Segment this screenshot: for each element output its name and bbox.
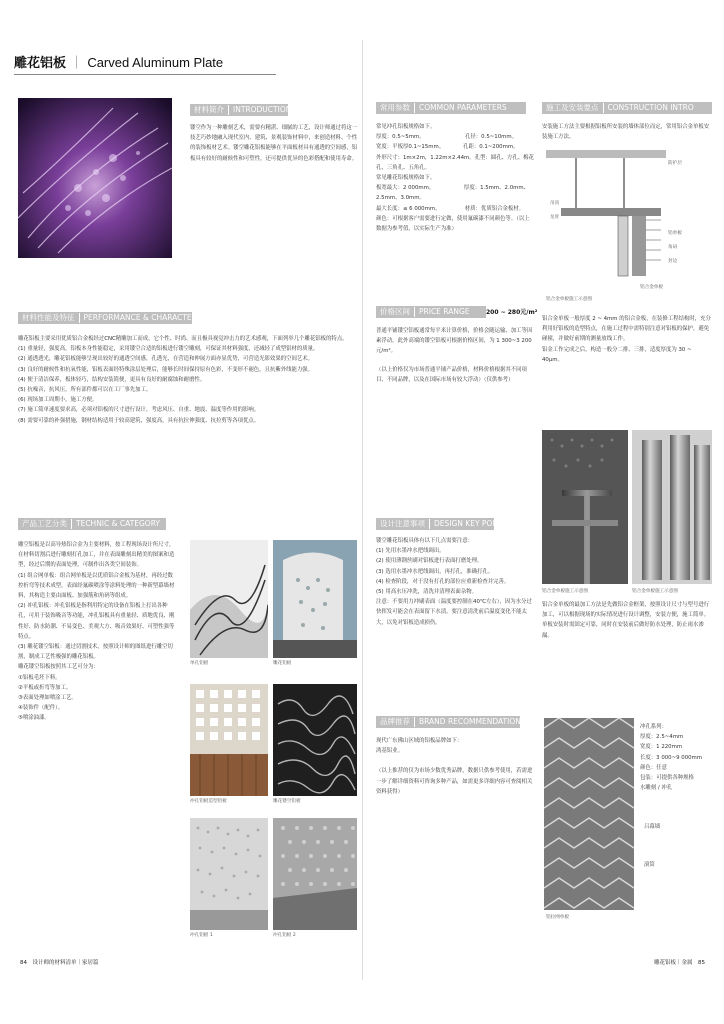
design-line: (1) 先用水墨冲水把线调出。 xyxy=(376,548,445,555)
spec-line: 冲孔系列： xyxy=(640,724,667,730)
spec-line: 厚度：2.5~4mm xyxy=(640,734,684,741)
brand-text xyxy=(376,736,534,797)
photo-carved-wall xyxy=(190,684,268,796)
design-line: (4) 检查阶段，对于没有打孔的部位应重新检查并完善。 xyxy=(376,578,510,585)
page-header: 雕花铝板 ｜ Carved Aluminum Plate xyxy=(14,55,224,71)
hero-photo-purple xyxy=(18,98,172,258)
diagram-caption: 铝合金单板施工示意图 xyxy=(546,297,592,302)
design-section-bar xyxy=(376,518,510,530)
photo-perforated-panel xyxy=(190,540,268,658)
header-title-en: Carved Aluminum Plate xyxy=(87,55,224,70)
technique-section-bar xyxy=(18,518,166,530)
price-text xyxy=(376,326,534,385)
design-line: (5) 用高水压冲洗，清洗并清理表面杂物。 xyxy=(376,589,477,596)
photo-caption: 冲孔铝板造型铝板 xyxy=(190,799,227,804)
design-line: (2) 使用薄钢丝刷对铝板进行表面打磨处理。 xyxy=(376,558,483,565)
params-section-bar xyxy=(376,102,526,114)
performance-item: (6) 现场加工周期小，施工方便。 xyxy=(18,397,98,404)
design-line: 镂空雕花铝板具体有以下几点需要注意： xyxy=(376,538,474,544)
photo-caption: 冲孔铝板 1 xyxy=(190,933,213,938)
construction-text-2 xyxy=(542,314,712,365)
technique-step: ③表面处理如喷涂工艺。 xyxy=(18,695,77,702)
spec-line: 宽度：1 220mm xyxy=(640,744,683,751)
footer-left: 84 设计师的材料清单｜家居篇 xyxy=(20,960,99,966)
design-after-paragraph: 铝合金单板的最加工方法是先做铝合金框架，按照设计尺寸与型号进行加工，可以根据现场的实际情况进行设计调整，安装方便，施工简单。单板安装时需固定可靠，同时在安装前后做好防水处理，防止雨水渗漏。 xyxy=(542,602,710,639)
brand-section-bar xyxy=(376,716,520,728)
params-line: 外形尺寸：1m×2m，1.22m×2.44m。孔型：圆孔、方孔、梅花孔、三角孔、五角孔。 xyxy=(376,154,534,171)
construction-section-bar xyxy=(542,102,712,114)
params-line: 颜色：可根据客户需要进行定做，使用氟碳漆不同颜色等。（以上数据为参考值，以实际生产为准） xyxy=(376,215,530,233)
construction-paragraph: 铝合金单板一般厚度 2 ~ 4mm 的铝合金板，在装修工程结构时，充分利用好铝板的造型特点，在施工过程中需特别注意对铝板的保护，避免碰撞，并做好前期的测量放线工作。 xyxy=(542,316,711,343)
brand-title-cn: 品牌推荐 xyxy=(380,717,410,726)
design-note: 注意：不要用力冲刷表面（温度要控制在40℃左右），因为水分过快挥发可能会在表面留下水渍，要注意清洗前后温度变化不能太大，以免对铝板造成损伤。 xyxy=(376,599,532,626)
center-fold xyxy=(362,40,363,980)
technique-step: ④装饰件（配件）。 xyxy=(18,705,64,712)
photo-caption: 铝合金单板施工示意图 xyxy=(542,589,588,594)
price-section-bar xyxy=(376,306,486,318)
construction-paragraph: 安装施工方法主要根据铝板所安装的墙体部位而定，常用铝合金单板安装施工方法。 xyxy=(542,124,710,141)
performance-item: (7) 施工简单速度要求高，必须对铝板的尺寸进行设计，考虑风压、自重、地震、温度等作用的影响。 xyxy=(18,407,260,414)
construction-title-en: CONSTRUCTION INTRO xyxy=(607,103,694,112)
photo-caption: 雕花铝板 xyxy=(273,661,292,666)
brand-note: （以上推荐的仅为市场少数优秀品牌，数据只供参考使用，若需进一步了解详细资料可咨询多种产品，如需更多详细内容可查阅相关资料获得） xyxy=(376,768,533,795)
photo-gray-panel xyxy=(273,818,357,930)
intro-title-cn: 材料简介 xyxy=(194,105,224,114)
technique-step: ②平板或折弯等加工。 xyxy=(18,684,72,691)
photo-white-building xyxy=(190,818,268,930)
performance-item: (5) 抗噪音，抗风压，所有部件都可以在工厂事先加工。 xyxy=(18,387,152,394)
construction-diagram xyxy=(546,148,666,288)
brand-spec xyxy=(640,722,712,793)
diagram-label: 角码 xyxy=(668,245,678,250)
performance-item: (3) 良好的耐候性和抗氧性能，铝板表面经特殊涂层处理后，能够长时间保持原有色彩，不变形不褪色，且抗紫外线能力强。 xyxy=(18,366,314,373)
intro-text xyxy=(190,123,360,164)
params-line: 宽度：平板厚0.1~15mm。 孔距：0.1~200mm。 xyxy=(376,144,519,151)
photo-caption: 铝合金单板施工示意图 xyxy=(632,589,678,594)
design-title-cn: 设计注意事项 xyxy=(380,519,425,528)
params-line: 厚度：0.5~5mm。 孔径：0.5~10mm。 xyxy=(376,134,518,141)
mesh-label-1: 吕幕墙 xyxy=(644,824,661,830)
brand-line: 现代广东佛山区域的铝板品牌如下： xyxy=(376,738,463,744)
construction-paragraph: 铝金工作完成之后，构造一般分二排、三排，适度厚度为 30 ~ 40µm。 xyxy=(542,346,692,363)
performance-item: (8) 需要可靠的补强措施，钢材结构适用于较高建筑，强度高，具有抗拉伸强度、抗拉剪等各项优点。 xyxy=(18,417,260,424)
technique-paragraph: (1) 组合网单板：组合网单板是以优质铝合金板为基材，再经过数控折弯等技术成型，表面经氟碳喷涂等涂料处理的一种新型幕墙材料，其构造主要由面板、加强筋和角码等组成。 xyxy=(18,572,175,600)
params-line: 常见雕花铝板规格如下。 xyxy=(376,175,436,182)
technique-text xyxy=(18,540,178,724)
technique-paragraph: 雕花镂空铝板按照其工艺可分为： xyxy=(18,664,99,671)
photo-building-facade xyxy=(273,540,357,658)
price-paragraph: 普通平铺镂空铝板通常每平米计算价格，价格会随运输、加工等因素浮动，此外高端的镂空铝板可根据价格区间，为 1 300~3 200元/m²。 xyxy=(376,328,533,355)
mesh-caption: 铝拉网单板 xyxy=(546,915,569,920)
technique-title-cn: 产品工艺分类 xyxy=(22,519,67,528)
design-after-text xyxy=(542,600,712,641)
intro-title-en: INTRODUCTION xyxy=(233,105,292,114)
performance-item: (1) 重量轻，强度高，铝板本身性能稳定，采用镂空合适的铝板进行镂空雕刻，可保证其材料强度，还减轻了成型铝材的质量。 xyxy=(18,346,319,353)
header-rule xyxy=(14,74,276,75)
photo-caption: 单孔铝板 xyxy=(190,661,209,666)
photo-aluminum-profile xyxy=(632,430,712,584)
performance-section-bar xyxy=(18,312,197,324)
diagram-label: 封边 xyxy=(668,259,678,264)
mesh-label-2: 滚筒 xyxy=(644,862,655,868)
footer-right: 雕花铝板｜金属 85 xyxy=(654,960,705,966)
diagram-label: 吊顶 xyxy=(550,201,560,206)
technique-paragraph: (3) 雕花镂空铝板：通过切割技术，按照设计师的图纸进行雕空切割，制成工艺性极强的雕花铝板。 xyxy=(18,644,173,661)
photo-dark-carved xyxy=(273,684,357,796)
params-title-cn: 常用参数 xyxy=(380,103,410,112)
spec-line: 包装：可提供各种规格 xyxy=(640,775,694,782)
technique-step: ⑤喷涂油漆。 xyxy=(18,715,50,722)
price-value: 200 ~ 280元/m² xyxy=(486,309,538,316)
technique-paragraph: 雕空铝板是以高导热铝合金为主要材料，按工程现场设计所尺寸，在材料切割后进行雕刻打孔加工，并在表面雕刻出精美的图案和造型，经过后期的表面处理，可制作出各类空间装饰。 xyxy=(18,542,175,569)
design-line: (3) 选用水墨冲水把线调出，再打孔，准确打孔。 xyxy=(376,568,494,575)
params-text xyxy=(376,122,534,234)
photo-caption: 雕花镂空铝板 xyxy=(273,799,301,804)
price-title-en: PRICE RANGE xyxy=(419,307,470,316)
technique-title-en: TECHNIC & CATEGORY xyxy=(76,519,161,528)
design-title-en: DESIGN KEY POINTS xyxy=(434,519,510,528)
design-text xyxy=(376,536,534,628)
price-note: （以上价格仅为市场普通平铺产品价格，材料价格根据其不同项目、不同品牌，以及在国际市场有较大浮动）（仅供参考） xyxy=(376,366,527,383)
diagram-label: 防护层 xyxy=(668,161,682,166)
diagram-label: 龙骨 xyxy=(550,215,560,220)
header-title-cn: 雕花铝板 xyxy=(14,56,67,71)
construction-text xyxy=(542,122,712,142)
spec-line: 长度：3 000~9 000mm xyxy=(640,754,703,761)
price-title-cn: 价格区间 xyxy=(380,307,410,316)
performance-item: (2) 通透透光，雕花铝板能够呈现出较好的通透空间感，孔透光，在营造和伸展方面亦显优势，可营造光影效果的空间艺术。 xyxy=(18,356,314,363)
params-line: 最大长度：≤ 6 000mm。 材质：优质铝合金板材。 xyxy=(376,205,525,212)
params-line: 常见冲孔铝板规格如下。 xyxy=(376,124,436,130)
photo-expanded-mesh xyxy=(544,718,634,910)
performance-title-cn: 材料性能及特征 xyxy=(22,313,75,322)
performance-text xyxy=(18,334,360,426)
performance-item: (4) 便于清洁保养，板体轻巧，结构安装简便，更具有良好的耐腐蚀和耐磨性。 xyxy=(18,376,206,383)
brand-title-en: BRAND RECOMMENDATION xyxy=(419,717,521,726)
construction-title-cn: 施工及安装要点 xyxy=(546,103,599,112)
performance-title-en: PERFORMANCE & CHARACTER xyxy=(83,313,197,322)
intro-paragraph: 镂空作为一种雕刻艺术，需要有精湛、细腻的工艺，设计师通过将这一技艺巧妙地融入现代室内、建筑、景观装饰材料中，来创造材料、个性的装饰板材艺术。镂空雕花铝板能够在平面板材具有通透的空间感，铝板具有较好的耐候性和可塑性，还可提供优异的色彩搭配和使用寿命。 xyxy=(190,125,358,162)
params-title-en: COMMON PARAMETERS xyxy=(419,103,507,112)
photo-bracket-detail xyxy=(542,430,628,584)
diagram-label: 铝合金单板 xyxy=(640,285,663,290)
spec-line: 颜色：任意 xyxy=(640,764,667,771)
technique-paragraph: (2) 冲孔铝板：冲孔铝板是指利用特定的设备在铝板上打出各种孔，可用于装饰吸音等功能，冲孔铝板具有重量轻、质地优良、刚性好、防水防潮、不易变色、美观大方、吸音效果好、可塑性强等特点。 xyxy=(18,603,175,640)
photo-caption: 冲孔铝板 2 xyxy=(273,933,296,938)
diagram-label: 铝单板 xyxy=(668,231,682,236)
technique-step: ①铝板毛坯下料。 xyxy=(18,674,61,681)
spec-line: 水雕刻 / 冲孔 xyxy=(640,785,673,792)
params-line: 板宽最大：2 000mm。 厚度：1.5mm、2.0mm、2.5mm、3.0mm。 xyxy=(376,185,530,202)
performance-intro: 雕花铝板主要采用优质铝合金板经过CNC精雕加工而成，它个性、时尚、而且极具视觉冲击力的艺术感观，下面列举几个雕花铝板的特点。 xyxy=(18,336,348,342)
brand-line: 鸿基铝业。 xyxy=(376,748,403,755)
intro-section-bar xyxy=(190,104,292,116)
